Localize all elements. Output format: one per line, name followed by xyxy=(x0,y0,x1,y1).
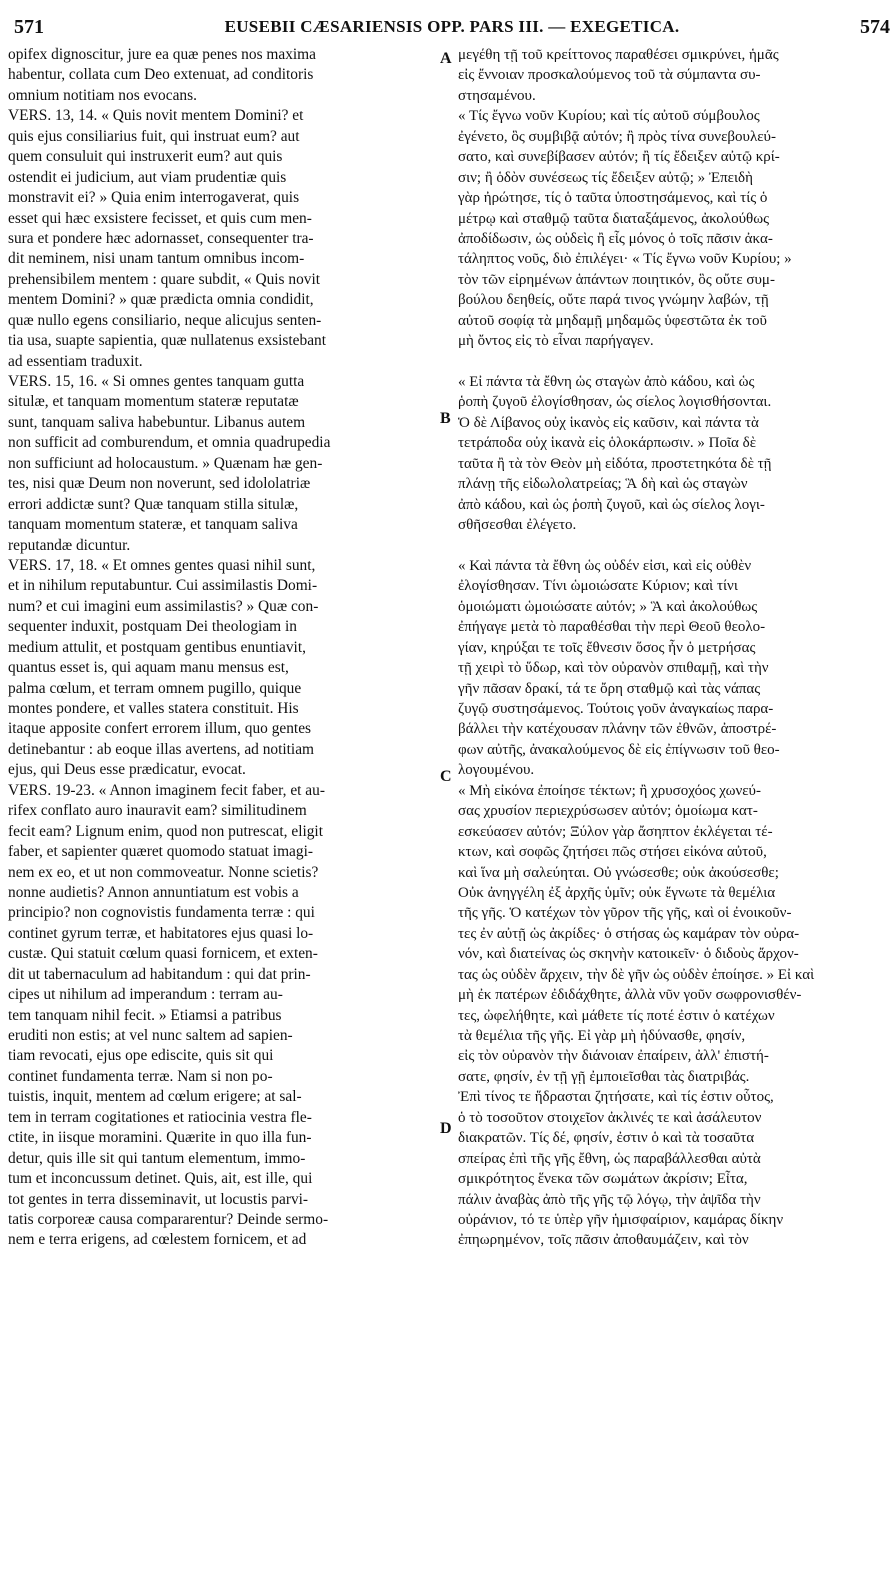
latin-line: VERS. 19-23. « Annon imaginem fecit faber, et au- xyxy=(8,781,325,799)
greek-line: ἐλογίσθησαν. Τίνι ὡμοιώσατε Κύριον; καὶ τίνι xyxy=(458,578,738,595)
greek-line: κτων, καὶ σοφῶς ζητήσει πῶς στήσει εἰκόνα αὐτοῦ, xyxy=(458,844,767,861)
latin-line: dit neminem, nisi unam tantum omnibus incom- xyxy=(8,250,305,268)
greek-line: Ἐπὶ τίνος τε ἥδρασται ζητήσατε, καὶ τίς ἐστιν οὗτος, xyxy=(458,1089,774,1106)
greek-line: εσκεύασεν αὐτόν; Ξύλον γὰρ ἄσηπτον ἐκλέγεται τέ- xyxy=(458,823,773,840)
latin-line: tia usa, suapte sapientia, quæ nullatenus exsistebant xyxy=(8,332,327,350)
latin-line: situlæ, et tanquam momentum stateræ reputatæ xyxy=(8,393,299,411)
greek-line: γῆν πᾶσαν δρακί, τά τε ὄρη σταθμῷ καὶ τὰς νάπας xyxy=(458,680,761,697)
latin-line: dit ut tabernaculum ad habitandum : qui dat prin- xyxy=(8,965,311,983)
latin-line: detinebantur : ab eoque illas avertens, ad notitiam xyxy=(8,740,315,758)
latin-line: ejus, qui Deus esse prædicatur, evocat. xyxy=(8,761,246,779)
latin-line: tanquam momentum stateræ, et tanquam saliva xyxy=(8,516,298,534)
latin-line: num? et cui imagini eum assimilastis? » Quæ con- xyxy=(8,597,319,615)
greek-line: εἰς τὸν οὐρανὸν τὴν διάνοιαν ἐπαίρειν, ἀλλ' ἐπιστή- xyxy=(458,1048,769,1065)
greek-line: ῥοπὴ ζυγοῦ ἐλογίσθησαν, ὡς σίελος λογισθήσονται. xyxy=(458,394,772,411)
greek-line: μεγέθη τῇ τοῦ κρείττονος παραθέσει σμικρύνει, ἡμᾶς xyxy=(458,47,779,63)
greek-line: στησαμένου. xyxy=(458,87,536,104)
greek-line: « Εἰ πάντα τὰ ἔθνη ὡς σταγὼν ἀπὸ κάδου, καὶ ὡς xyxy=(458,374,755,390)
latin-line: reputandæ dicuntur. xyxy=(8,536,131,554)
greek-line: σθῆσεσθαι ἐλέγετο. xyxy=(458,517,577,534)
greek-line: αὐτοῦ σοφίᾳ τὰ μηδαμῇ μηδαμῶς ὑφεστῶτα ἐκ τοῦ xyxy=(458,312,767,329)
latin-line: mentem Domini? » quæ prædicta omnia condidit, xyxy=(8,291,314,309)
greek-line: νόν, καὶ διατείνας ὡς σκηνὴν κατοικεῖν· ὁ διδοὺς ἄρχον- xyxy=(458,946,799,963)
greek-line xyxy=(458,352,888,372)
latin-line: VERS. 17, 18. « Et omnes gentes quasi nihil sunt, xyxy=(8,556,316,574)
greek-line: βούλου δεηθείς, οὔτε παρά τινος γνώμην λαβών, τῇ xyxy=(458,292,769,309)
greek-line: πάλιν ἀναβὰς ἀπὸ τῆς γῆς τῷ λόγῳ, τὴν ἀψῖδα τὴν xyxy=(458,1191,761,1208)
greek-line: σπείρας ἐπὶ τῆς γῆς ἔθνη, ὡς παραβάλλεσθαι αὐτὰ xyxy=(458,1150,761,1167)
latin-line: quæ nullo egens consiliario, neque alicujus senten- xyxy=(8,311,322,329)
latin-line: tem in terram cogitationes et ratiocinia vestra fle- xyxy=(8,1108,312,1126)
margin-letter-c: C xyxy=(440,768,452,785)
greek-line: τας ὡς οὐδὲν ἄρχειν, τὴν δὲ γῆν ὡς οὐδὲν ἐποίησε. » Εἰ καὶ xyxy=(458,966,815,983)
greek-line: « Καὶ πάντα τὰ ἔθνη ὡς οὐδέν εἰσι, καὶ εἰς οὐθὲν xyxy=(458,557,752,574)
latin-line: cipes ut nihilum ad imperandum : terram au- xyxy=(8,986,283,1004)
greek-line: βάλλει τὴν κατέχουσαν πλάνην τῶν ἐθνῶν, ἀποστρέ- xyxy=(458,721,777,738)
greek-line: τες ἐν αὐτῇ ὡς ἀκρίδες· ὁ στήσας ὡς καμάραν τὸν οὐρα- xyxy=(458,925,800,942)
greek-line: σατε, φησίν, ἐν τῇ γῇ ἐμποιεῖσθαι τὰς διατριβάς. xyxy=(458,1068,750,1085)
latin-line: tum et inconcussum detinet. Quis, ait, est ille, qui xyxy=(8,1170,313,1188)
latin-line: non sufficit ad comburendum, et omnia quadrupedia xyxy=(8,434,331,452)
greek-line: γίαν, κηρύξαι τε τοῖς ἔθνεσιν ὅσος ἦν ὁ μετρήσας xyxy=(458,639,756,656)
latin-line: et in nihilum reputabuntur. Cui assimilastis Domi- xyxy=(8,577,318,595)
latin-line: tot gentes in terra disseminavit, ut locustis parvi- xyxy=(8,1190,309,1208)
latin-line: montes pondere, et valles statera constituit. His xyxy=(8,700,299,717)
greek-line: ἀποδίδωσιν, ὡς οὐδεὶς ἢ εἷς μόνος ὁ τοῖς πᾶσιν ἀκα- xyxy=(458,230,773,247)
latin-line: faber, et sapienter quæret quomodo statuat imagi- xyxy=(8,843,313,861)
latin-line: sequenter induxit, postquam Dei theologiam in xyxy=(8,618,297,636)
greek-line: ὁμοιώματι ὡμοιώσατε αὐτόν; » Ἃ καὶ ἀκολούθως xyxy=(458,598,758,615)
latin-line: VERS. 13, 14. « Quis novit mentem Domini? et xyxy=(8,107,304,125)
greek-line: τῇ χειρὶ τὸ ὕδωρ, καὶ τὸν οὐρανὸν σπιθαμῇ, καὶ τὴν xyxy=(458,660,769,677)
latin-line: tuistis, inquit, mentem ad cœlum erigere; at sal- xyxy=(8,1088,302,1106)
greek-line: Οὐκ ἀνηγγέλη ἐξ ἀρχῆς ὑμῖν; οὐκ ἔγνωτε τὰ θεμέλια xyxy=(458,884,776,901)
greek-line: τὰ θεμέλια τῆς γῆς. Εἰ γὰρ μὴ ἠδύνασθε, φησίν, xyxy=(458,1028,746,1044)
page-number-right: 574 xyxy=(860,16,890,38)
greek-line: σας χρυσίον περιεχρύσωσεν αὐτόν; ὁμοίωμα κατ- xyxy=(458,803,758,820)
greek-line: τὸν τῶν εἰρημένων ἁπάντων ποιητικόν, ὃς οὔτε συμ- xyxy=(458,271,775,288)
greek-line: ἐπήγαγε μετὰ τὸ παραθέσθαι τὴν περὶ Θεοῦ θεολο- xyxy=(458,619,766,636)
latin-line: prehensibilem mentem : quare subdit, « Quis novit xyxy=(8,270,321,288)
running-title: EUSEBII CÆSARIENSIS OPP. PARS III. — EXEGETICA. xyxy=(224,17,680,36)
latin-line: tatis corporeæ causa compararentur? Deinde sermo- xyxy=(8,1210,329,1228)
latin-line: rifex conflato auro inauravit eam? similitudinem xyxy=(8,802,307,820)
latin-line: omnium notitiam nos evocans. xyxy=(8,86,197,104)
latin-line: quis ejus consiliarius fuit, qui instruat eum? aut xyxy=(8,127,300,145)
latin-line: nem e terra erigens, ad cœlestem fornicem, et ad xyxy=(8,1231,307,1249)
greek-line: ὁ τὸ τοσοῦτον στοιχεῖον ἀκλινές τε καὶ ἀσάλευτον xyxy=(458,1109,762,1126)
greek-text xyxy=(458,45,888,1251)
latin-line: non sufficiunt ad holocaustum. » Quænam hæ gen- xyxy=(8,454,323,472)
latin-line: tes, nisi quæ Deum non noverunt, sed idololatriæ xyxy=(8,475,311,493)
page-number-left: 571 xyxy=(14,16,44,38)
greek-line: μὴ ἐκ πατέρων ἐδιδάχθητε, ἀλλὰ νῦν γοῦν σωφρονισθέν- xyxy=(458,987,802,1004)
latin-line: tiam revocati, ejus ope ediscite, quis sit qui xyxy=(8,1047,274,1065)
latin-line: esset qui hæc exsistere fecisset, et quis cum men- xyxy=(8,209,312,227)
greek-column xyxy=(458,45,888,1251)
greek-line: οὐράνιον, τό τε ὑπὲρ γῆν ἡμισφαίριον, καμάρας δίκην xyxy=(458,1211,784,1228)
latin-line: ostendit ei judicium, aut viam prudentiæ quis xyxy=(8,168,287,186)
greek-line: σιν; ἢ ὁδὸν συνέσεως τίς ἔδειξεν αὐτῷ; » Ἐπειδὴ xyxy=(458,169,753,186)
latin-line: fecit eam? Lignum enim, quod non putrescat, eligit xyxy=(8,822,323,840)
latin-text xyxy=(8,45,436,1251)
latin-line: eruditi non estis; at vel nunc saltem ad sapien- xyxy=(8,1027,293,1044)
greek-line: εἰς ἔννοιαν προσκαλούμενος τοῦ τὰ σύμπαντα συ- xyxy=(458,67,761,84)
latin-column xyxy=(8,45,436,1251)
greek-line: τες, ὠφελήθητε, καὶ μάθετε τίς ποτέ ἐστιν ὁ κατέχων xyxy=(458,1007,775,1024)
latin-line: quantus esset is, qui aquam manu mensus est, xyxy=(8,659,289,677)
greek-line: σμικρότητος ἕνεκα τῶν σωμάτων ἀκρίσιν; Εἶτα, xyxy=(458,1171,748,1188)
greek-line: λογουμένου. xyxy=(458,762,535,779)
greek-line: φων αὐτῆς, ἀνακαλούμενος δὲ εἰς ἐπίγνωσιν τοῦ θεο- xyxy=(458,741,780,758)
latin-line: custæ. Qui statuit cœlum quasi fornicem, et exten- xyxy=(8,945,318,963)
greek-line: τῆς γῆς. Ὁ κατέχων τὸν γῦρον τῆς γῆς, καὶ οἱ ἐνοικοῦν- xyxy=(458,905,792,922)
latin-line: nem ex eo, et ut non commoveatur. Nonne scietis? xyxy=(8,863,319,881)
latin-line: continet fundamenta terræ. Nam si non po- xyxy=(8,1067,273,1085)
latin-line: palma cœlum, et terram omnem pugillo, quique xyxy=(8,679,302,697)
latin-line: opifex dignoscitur, jure ea quæ penes nos maxima xyxy=(8,46,316,63)
running-header xyxy=(14,16,890,42)
margin-letter-a: A xyxy=(440,50,452,67)
margin-letter-b: B xyxy=(440,410,451,427)
greek-line: ἀπὸ κάδου, καὶ ὡς ῥοπὴ ζυγοῦ, καὶ ὡς σίελος λογι- xyxy=(458,496,765,513)
latin-line: itaque apposite confert errorem illum, quo gentes xyxy=(8,720,312,738)
greek-line: ταῦτα ἢ τὰ τὸν Θεὸν μὴ εἰδότα, προστετηκότα δὲ τῇ xyxy=(458,455,772,472)
latin-line: nonne audietis? Annon annuntiatum est vobis a xyxy=(8,883,299,901)
greek-line: τετράποδα οὐχ ἱκανὰ εἰς ὁλοκάρπωσιν. » Ποῖα δὲ xyxy=(458,435,757,452)
greek-line: ζυγῷ συστησάμενος. Τούτοις γοῦν ἀναγκαίως παρα- xyxy=(458,701,774,717)
greek-line: Ὁ δὲ Λίβανος οὐχ ἱκανὸς εἰς καῦσιν, καὶ πάντα τὰ xyxy=(458,414,759,431)
margin-letter-d: D xyxy=(440,1120,452,1137)
latin-line: quem consuluit qui instruxerit eum? aut quis xyxy=(8,148,283,166)
greek-line: μέτρῳ καὶ σταθμῷ ταῦτα διαταξάμενος, ἀκολούθως xyxy=(458,210,770,227)
greek-line: γὰρ ἠρώτησε, τίς ὁ ταῦτα ὑποστησάμενος, καὶ τίς ὁ xyxy=(458,190,768,207)
greek-line: « Τίς ἔγνω νοῦν Κυρίου; καὶ τίς αὐτοῦ σύμβουλος xyxy=(458,108,760,125)
latin-line: VERS. 15, 16. « Si omnes gentes tanquam gutta xyxy=(8,373,305,390)
latin-line: principio? non cognovistis fundamenta terræ : qui xyxy=(8,904,315,922)
latin-line: monstravit ei? » Quia enim interrogaverat, quis xyxy=(8,189,300,207)
latin-line: ctite, in iisque moramini. Quærite in quo illa fun- xyxy=(8,1129,312,1147)
latin-line: detur, quis ille sit qui tantum elementum, immo- xyxy=(8,1149,306,1167)
latin-line: sura et pondere hæc adornasset, consequenter tra- xyxy=(8,229,314,247)
greek-line: καὶ ἵνα μὴ σαλεύηται. Οὐ γνώσεσθε; οὐκ ἀκούσεσθε; xyxy=(458,864,779,881)
greek-line: ἐγένετο, ὃς συμβιβᾷ αὐτόν; ἢ πρὸς τίνα συνεβουλεύ- xyxy=(458,128,776,145)
greek-line xyxy=(458,536,888,556)
latin-line: ad essentiam traduxit. xyxy=(8,352,143,370)
latin-line: medium attulit, et postquam gentibus enuntiavit, xyxy=(8,638,306,656)
greek-line: τάληπτος νοῦς, διὸ ἐπιλέγει· « Τίς ἔγνω νοῦν Κυρίου; » xyxy=(458,251,792,268)
latin-line: sunt, tanquam saliva habebuntur. Libanus autem xyxy=(8,413,306,431)
greek-line: πλάνῃ τῆς εἰδωλολατρείας; Ἃ δὴ καὶ ὡς σταγὼν xyxy=(458,476,748,493)
latin-line: habentur, collata cum Deo extenuat, ad conditoris xyxy=(8,66,314,84)
latin-line: continet gyrum terræ, et habitatores ejus quasi lo- xyxy=(8,924,314,942)
greek-line: « Μὴ εἰκόνα ἐποίησε τέκτων; ἢ χρυσοχόος χωνεύ- xyxy=(458,782,761,799)
greek-line: ἐπηωρημένον, τοῖς πᾶσιν ἀποθαυμάζειν, καὶ τὸν xyxy=(458,1232,749,1249)
latin-line: errori addictæ sunt? Quæ tanquam stilla situlæ, xyxy=(8,495,299,513)
greek-line: σατο, καὶ συνεβίβασεν αὐτόν; ἢ τίς ἔδειξεν αὐτῷ κρί- xyxy=(458,149,780,166)
latin-line: tem tanquam nihil fecit. » Etiamsi a patribus xyxy=(8,1006,282,1024)
greek-line: μὴ ὄντος εἰς τὸ εἶναι παρήγαγεν. xyxy=(458,333,654,350)
greek-line: διακρατῶν. Τίς δέ, φησίν, ἐστιν ὁ καὶ τὰ τοσαῦτα xyxy=(458,1130,755,1147)
